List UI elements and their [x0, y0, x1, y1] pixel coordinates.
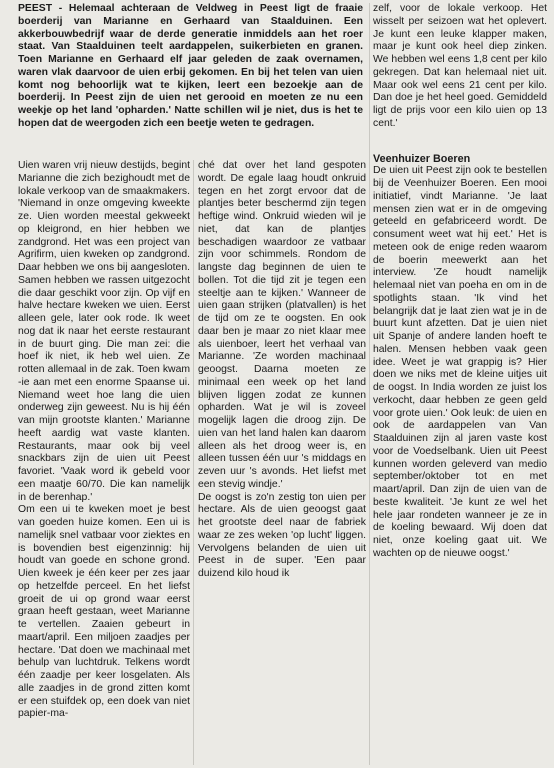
paragraph: Om een ui te kweken moet je best van goeden huize komen. Een ui is namelijk snel vatbaar voor ziektes en is bovendien best eigenzinnig: hij houdt van goede en schone grond. Uien kweek je één keer per zes jaar op hetzelfde perceel. En het liefst groeit de ui op grond waar eerst graan heeft gestaan, weet Marianne te vertellen. Zaaien gebeurt in maart/april. Een miljoen zaadjes per hectare. 'Dat doen we machinaal met behulp van luchtdruk. Telkens wordt één zaadje per keer losgelaten. Als alle zaadjes in de grond zitten komt er een stuifdek op, een doek van niet papier-ma- — [18, 504, 190, 720]
paragraph: De oogst is zo'n zestig ton uien per hectare. Als de uien geoogst gaat het grootste deel naar de fabriek waar ze zes weken 'op lucht' liggen. Vervolgens belanden de uien uit Peest in de super. 'Een paar duizend kilo houd ik — [198, 491, 366, 579]
paragraph: zelf, voor de lokale verkoop. Het wisselt per seizoen wat het oplevert. Je kunt een leuke klapper maken, maar je kunt ook heel diep zinken. We hebben wel eens 1,8 cent per kilo gekregen. Dat kan helemaal niet uit. Maar ook wel eens 21 cent per kilo. Dan doe je het heel goed. Gemiddeld ligt de prijs voor een kilo uien op 13 cent.' — [373, 3, 547, 129]
column-divider — [193, 160, 194, 765]
paragraph: Uien waren vrij nieuw destijds, begint Marianne die zich bezighoudt met de lokale verkoop van de smaakmakers. 'Niemand in onze omgeving kweekte ze. Uien worden meestal gekweekt op kleigrond, en hier hebben we zandgrond. Het was een project van Agrifirm, uien kweken op zandgrond. Daar hebben we ons bij aangesloten. Samen hebben we rassen uitgezocht die daar geschikt voor zijn. Op vijf en halve hectare kweken we uien. Eerst alleen gele, later ook rode. Ik weet nog dat ik naar het eerste restaurant in de buurt ging. Die man zei: die hoef ik niet, ik heb wel uien. Ze rotten allemaal in de zak. Toen kwam -ie aan met een enorme Spaanse ui. Niemand weet hoe lang die uien onderweg zijn geweest. Nu is hij één van mijn grootste klanten.' Marianne heeft aardig wat vaste klanten. Restaurants, maar ook bij veel snackbars zijn de uien uit Peest favoriet. 'Vaak word ik gebeld voor een maatje 60/70. Die kan namelijk in de berenhap.' — [18, 160, 190, 503]
paragraph: De uien uit Peest zijn ook te bestellen bij de Veenhuizer Boeren. Een mooi initiatief, vindt Marianne. 'Je laat mensen zien wat er in de omgeving geteeld en gefabriceerd wordt. De consument weet wat hij eet.' Het is meteen ook de enige reden waarom de boerin meewerkt aan het interview. 'Ze houdt namelijk helemaal niet van poeha en om in de spotlights staan. 'Ik vind het belangrijk dat je laat zien wat je in de buurt kunt afzetten. Dat je uien niet uit Spanje of andere landen hoeft te halen. Mensen hebben vaak geen idee. Weet je wat grappig is? Hier doen we niks met de kleine uitjes uit de oogst. In India worden ze juist los verkocht, daar hebben ze geen geld voor grote uien.' Ook leuk: de uien en ook de aardappelen van Van Staalduinen zijn al jaren vaste kost voor de Voedselbank. Uien uit Peest kunnen worden geleverd van medio september/oktober tot en met maart/april. Dan zijn de uien van de beste kwaliteit. 'Je kunt ze wel het hele jaar rondeten wanneer je ze in de koeling bewaard. Wij doen dat niet, onze koeling gaat uit. We wachten op de nieuwe oogst.' — [373, 165, 547, 559]
paragraph: ché dat over het land gespoten wordt. De egale laag houdt onkruid tegen en het zorgt ervoor dat de plantjes beter beschermd zijn tegen heftige wind. Onkruid wieden wil je niet, dat kan de plantjes beschadigen waardoor ze vatbaar zijn voor schimmels. Rondom de langste dag beginnen de uien te bollen. Tot die tijd zit je tegen een steeltje aan te kijken.' Wanneer de uien gaan strijken (platvallen) is het de tijd om ze te oogsten. En ook daar ben je maar zo niet klaar mee als uienboer, leert het verhaal van Marianne. 'Ze worden machinaal geoogst. Daarna moeten ze minimaal een week op het land blijven liggen zodat ze kunnen opharden. Wat je wil is zoveel mogelijk lagen die droog zijn. De uien van het land halen kan daarom alleen als het droog weer is, en alleen tussen één uur 's middags en zeven uur 's avonds. Het liefst met een stevig windje.' — [198, 160, 366, 490]
article-column-1 — [18, 160, 190, 721]
column-divider — [369, 3, 370, 765]
article-intro: PEEST - Helemaal achteraan de Veldweg in Peest ligt de fraaie boerderij van Marianne en Gerhaard van Staalduinen. Een akkerbouwbedrijf waar de derde generatie inmiddels aan het roer staat. Van Staalduinen teelt aardappelen, suikerbieten en granen. Toen Marianne en Gerhaard elf jaar geleden de zaak overnamen, waren vlak daarvoor de uien erbij gekomen. En bij het telen van uien komt nog behoorlijk wat te kijken, leert een bezoekje aan de boerderij. In Peest zijn de uien net gerooid en moeten ze nu een weekje op het land 'opharden.' Natte schillen wil je niet, dus is het te hopen dat de weergoden zich een beetje weten te gedragen. — [18, 3, 363, 129]
article-column-2 — [198, 160, 366, 581]
article-column-3 — [373, 3, 547, 561]
section-subheading: Veenhuizer Boeren — [373, 152, 471, 165]
